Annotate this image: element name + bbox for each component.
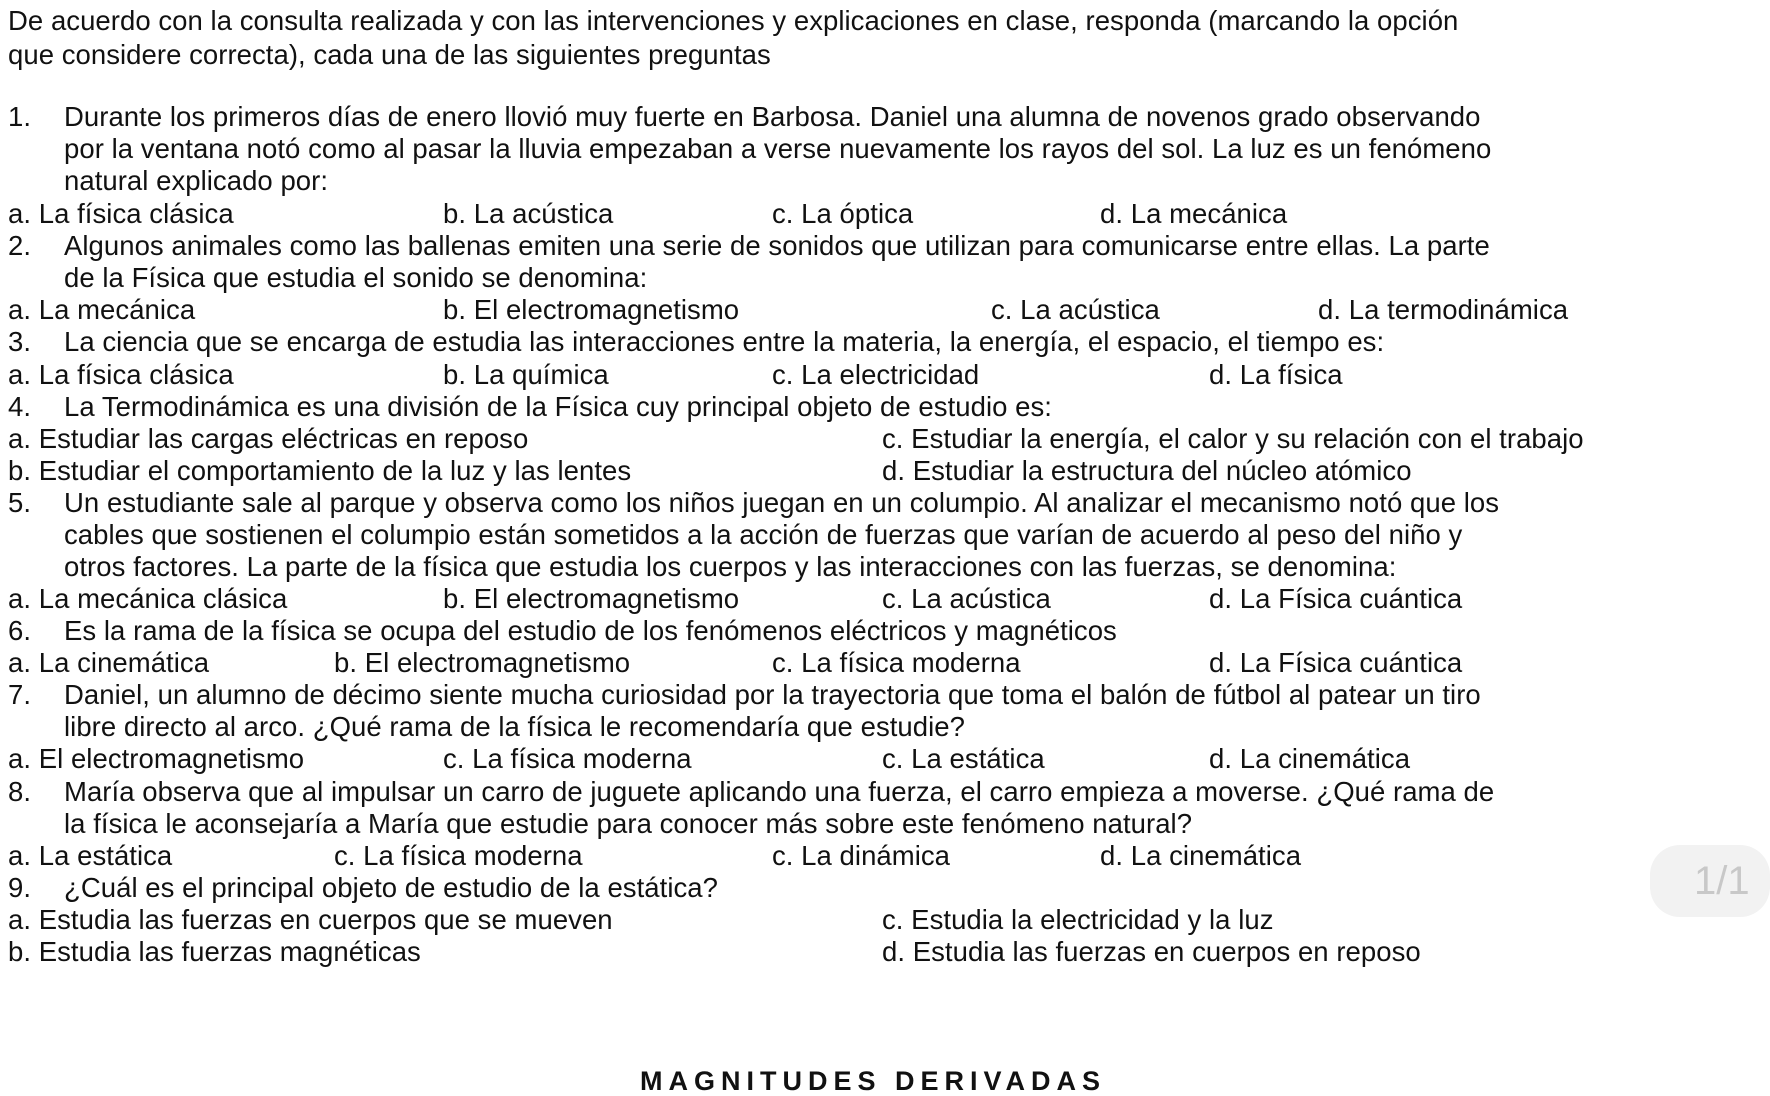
section-heading-cutoff: MAGNITUDES DERIVADAS [640,1066,1107,1096]
question-9-number: 9. [8,872,32,903]
option-c[interactable]: c. La dinámica [772,840,951,871]
option-b[interactable]: b. El electromagnetismo [443,294,740,325]
option-b[interactable]: b. El electromagnetismo [443,583,740,614]
option-c[interactable]: c. La acústica [882,583,1051,614]
question-5-text-2: cables que sostienen el columpio están sometidos a la acción de fuerzas que varían de acuerdo al peso del niño y [64,519,1463,550]
page-indicator-label: 1/1 [1694,859,1750,903]
option-a[interactable]: a. La física clásica [8,198,234,229]
option-d[interactable]: d. La mecánica [1100,198,1288,229]
option-c[interactable]: c. La óptica [772,198,914,229]
question-1-number: 1. [8,101,32,132]
option-d[interactable]: d. La termodinámica [1318,294,1569,325]
question-7-text: Daniel, un alumno de décimo siente mucha curiosidad por la trayectoria que toma el balón de fútbol al patear un tiro [64,679,1481,710]
option-b[interactable]: b. Estudiar el comportamiento de la luz y las lentes [8,455,632,486]
option-c[interactable]: c. La estática [882,743,1045,774]
option-c[interactable]: c. La acústica [991,294,1160,325]
option-b[interactable]: c. La física moderna [334,840,583,871]
question-5-number: 5. [8,487,32,518]
option-c[interactable]: c. Estudiar la energía, el calor y su relación con el trabajo [882,423,1584,454]
question-6-number: 6. [8,615,32,646]
question-2-number: 2. [8,230,32,261]
question-4-number: 4. [8,391,32,422]
question-2-text-2: de la Física que estudia el sonido se denomina: [64,262,648,293]
option-d[interactable]: d. La Física cuántica [1209,583,1463,614]
question-1-text-2: por la ventana notó como al pasar la lluvia empezaban a verse nuevamente los rayos del sol. La luz es un fenómeno [64,133,1492,164]
option-d[interactable]: d. La Física cuántica [1209,647,1463,678]
page-indicator[interactable] [1650,845,1770,917]
option-d[interactable]: d. La cinemática [1100,840,1302,871]
option-d[interactable]: d. La física [1209,359,1343,390]
question-2-text: Algunos animales como las ballenas emiten una serie de sonidos que utilizan para comunicarse entre ellas. La parte [64,230,1490,261]
option-a[interactable]: a. La estática [8,840,173,871]
option-b[interactable]: c. La física moderna [443,743,692,774]
question-7-number: 7. [8,679,32,710]
question-6-text: Es la rama de la física se ocupa del estudio de los fenómenos eléctricos y magnéticos [64,615,1117,646]
question-8-text: María observa que al impulsar un carro de juguete aplicando una fuerza, el carro empieza a moverse. ¿Qué rama de [64,776,1495,807]
option-a[interactable]: a. El electromagnetismo [8,743,305,774]
question-1-text: Durante los primeros días de enero llovió muy fuerte en Barbosa. Daniel una alumna de novenos grado observando [64,101,1481,132]
option-a[interactable]: a. La mecánica clásica [8,583,288,614]
question-4-text: La Termodinámica es una división de la Física cuy principal objeto de estudio es: [64,391,1052,422]
option-b[interactable]: b. El electromagnetismo [334,647,631,678]
option-a[interactable]: a. La física clásica [8,359,234,390]
question-5-text: Un estudiante sale al parque y observa como los niños juegan en un columpio. Al analizar el mecanismo notó que los [64,487,1500,518]
option-a[interactable]: a. La cinemática [8,647,210,678]
question-3-number: 3. [8,326,32,357]
option-d[interactable]: d. Estudia las fuerzas en cuerpos en reposo [882,936,1421,967]
question-5-text-3: otros factores. La parte de la física que estudia los cuerpos y las interacciones con las fuerzas, se denomina: [64,551,1397,582]
option-b[interactable]: b. La acústica [443,198,614,229]
intro-line-1: De acuerdo con la consulta realizada y con las intervenciones y explicaciones en clase, responda (marcando la opción [8,5,1459,36]
question-7-text-2: libre directo al arco. ¿Qué rama de la física le recomendaría que estudie? [64,711,965,742]
option-a[interactable]: a. Estudia las fuerzas en cuerpos que se mueven [8,904,613,935]
option-b[interactable]: b. Estudia las fuerzas magnéticas [8,936,421,967]
option-a[interactable]: a. La mecánica [8,294,196,325]
option-c[interactable]: c. Estudia la electricidad y la luz [882,904,1274,935]
question-8-number: 8. [8,776,32,807]
option-d[interactable]: d. La cinemática [1209,743,1411,774]
option-b[interactable]: b. La química [443,359,609,390]
option-c[interactable]: c. La física moderna [772,647,1021,678]
question-9-text: ¿Cuál es el principal objeto de estudio de la estática? [64,872,718,903]
question-1-text-3: natural explicado por: [64,165,329,196]
option-a[interactable]: a. Estudiar las cargas eléctricas en reposo [8,423,529,454]
question-3-text: La ciencia que se encarga de estudia las interacciones entre la materia, la energía, el espacio, el tiempo es: [64,326,1385,357]
option-d[interactable]: d. Estudiar la estructura del núcleo atómico [882,455,1412,486]
question-8-text-2: la física le aconsejaría a María que estudie para conocer más sobre este fenómeno natural? [64,808,1193,839]
intro-line-2: que considere correcta), cada una de las siguientes preguntas [8,39,771,70]
option-c[interactable]: c. La electricidad [772,359,980,390]
